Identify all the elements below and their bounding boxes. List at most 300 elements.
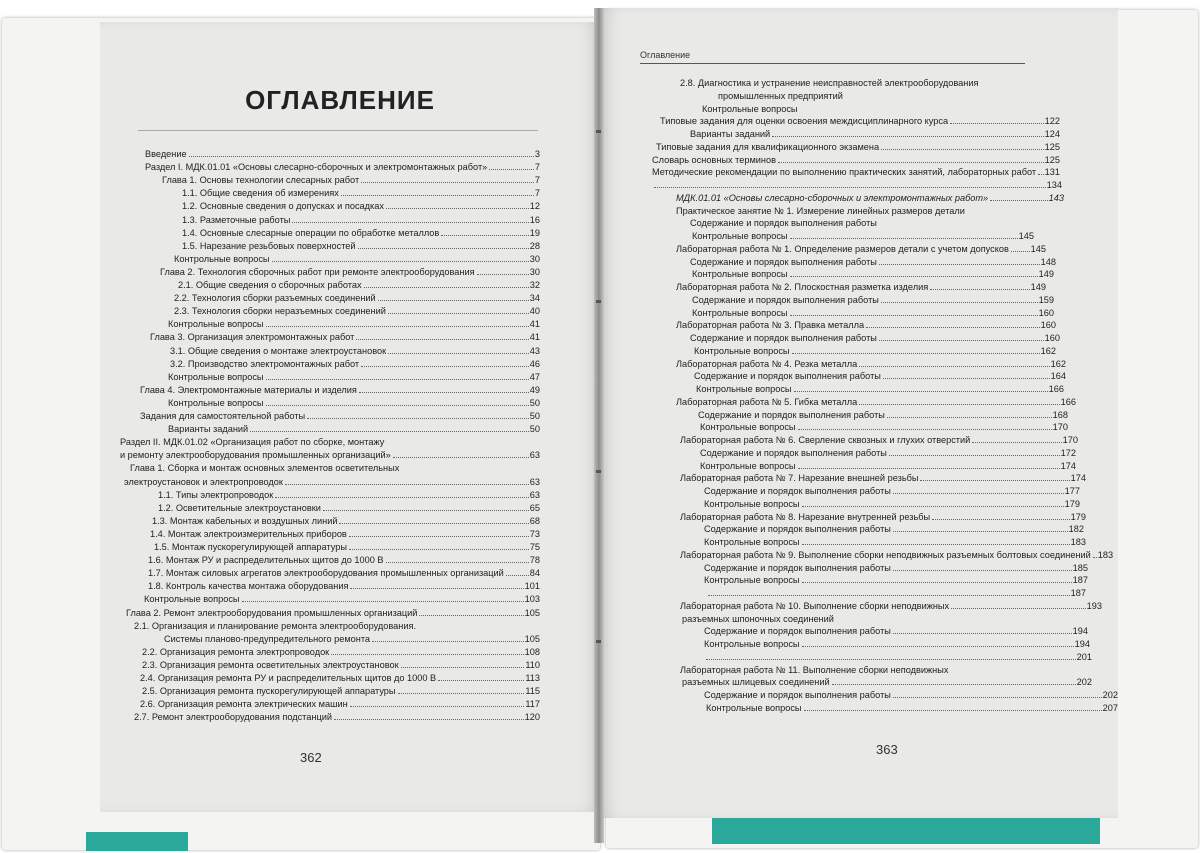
toc-entry-page-number: 166 <box>1048 384 1064 394</box>
left-toc-entry <box>142 685 540 697</box>
toc-entry-title: Контрольные вопросы <box>692 231 788 241</box>
dot-leader <box>419 615 523 616</box>
toc-entry-page-number: 125 <box>1044 154 1060 165</box>
toc-entry-title: Контрольные вопросы <box>700 460 796 471</box>
dot-leader <box>388 353 529 354</box>
dot-leader <box>893 697 1102 698</box>
toc-entry-page-number: 193 <box>1086 600 1102 611</box>
toc-entry-page-number: 187 <box>1072 575 1088 586</box>
toc-entry-title: 1.8. Контроль качества монтажа оборудования <box>148 581 349 592</box>
right-toc-entry <box>690 217 1036 229</box>
left-toc-entry <box>148 554 540 566</box>
dot-leader <box>307 418 529 419</box>
right-toc-entry <box>676 192 1064 204</box>
toc-entry-page-number: 194 <box>1074 639 1090 649</box>
toc-entry-title: 1.1. Общие сведения об измерениях <box>182 188 339 199</box>
toc-entry-page-number: 7 <box>534 162 540 173</box>
toc-entry-title: 1.6. Монтаж РУ и распределительных щитов до 1000 В <box>148 555 384 566</box>
toc-entry-page-number: 160 <box>1038 307 1054 318</box>
dot-leader <box>802 582 1072 583</box>
toc-entry-title: 1.7. Монтаж силовых агрегатов электрооборудования промышленных организаций <box>148 568 504 579</box>
right-toc-entry <box>702 103 952 115</box>
toc-entry-page-number: 105 <box>524 607 540 618</box>
running-head: Оглавление <box>640 50 691 60</box>
toc-entry-page-number: 143 <box>1048 192 1064 203</box>
dot-leader <box>1093 557 1097 558</box>
toc-entry-title: Лабораторная работа № 3. Правка металла <box>676 320 865 331</box>
toc-entry-page-number: 3 <box>534 149 540 159</box>
toc-entry-page-number: 113 <box>525 673 540 683</box>
toc-entry-page-number: 160 <box>1040 320 1056 331</box>
toc-entry-page-number: 75 <box>529 542 540 552</box>
toc-entry-page-number: 187 <box>1070 588 1086 598</box>
dot-leader <box>349 549 529 550</box>
right-toc-entry <box>692 230 1034 242</box>
toc-entry-page-number: 28 <box>529 240 540 251</box>
left-toc-entry <box>120 436 540 448</box>
toc-entry-title: 3.1. Общие сведения о монтаже электроустановок <box>170 345 387 356</box>
dot-leader <box>266 379 529 380</box>
toc-entry-title: Контрольные вопросы <box>168 371 264 382</box>
toc-entry-page-number: 105 <box>524 633 540 644</box>
toc-entry-page-number: 41 <box>529 319 540 330</box>
toc-entry-page-number: 101 <box>524 581 540 592</box>
toc-entry-title: 1.3. Разметочные работы <box>182 214 291 225</box>
right-toc-entry <box>704 523 1084 535</box>
toc-entry-page-number: 131 <box>1044 167 1060 178</box>
dot-leader <box>790 315 1038 316</box>
right-toc-entry <box>676 281 1046 293</box>
toc-entry-page-number: 201 <box>1076 651 1092 662</box>
dot-leader <box>388 313 529 314</box>
dot-leader <box>930 289 1029 290</box>
toc-entry-title: Контрольные вопросы <box>174 253 270 264</box>
left-toc-entry <box>142 659 540 671</box>
toc-entry-page-number: 174 <box>1060 460 1076 471</box>
left-toc-entry <box>140 672 540 684</box>
dot-leader <box>477 274 529 275</box>
left-toc-entry <box>182 240 540 252</box>
toc-entry-page-number: 65 <box>529 502 540 513</box>
dot-leader <box>794 391 1048 392</box>
toc-entry-page-number: 162 <box>1040 345 1056 356</box>
dot-leader <box>506 575 529 576</box>
toc-entry-page-number: 148 <box>1040 256 1056 267</box>
toc-entry-title: электроустановок и электропроводок <box>124 476 283 487</box>
right-toc-entry <box>680 511 1086 523</box>
toc-entry-page-number: 16 <box>529 214 540 225</box>
dot-leader <box>920 480 1069 481</box>
dot-leader <box>356 339 528 340</box>
left-toc-entry <box>182 227 540 239</box>
toc-entry-title: Содержание и порядок выполнения работы <box>704 562 891 573</box>
right-toc-entry <box>692 294 1054 306</box>
left-toc-entry <box>148 567 540 579</box>
toc-entry-page-number: 103 <box>524 594 540 605</box>
dot-leader <box>802 544 1070 545</box>
right-toc-entry <box>704 651 1092 663</box>
dot-leader <box>386 208 529 209</box>
dot-leader <box>361 366 529 367</box>
right-toc-entry <box>690 128 1060 140</box>
toc-entry-page-number: 43 <box>529 345 540 356</box>
left-toc-entry <box>160 266 540 278</box>
toc-entry-page-number: 7 <box>534 188 540 199</box>
left-toc-entry <box>126 607 540 619</box>
right-toc-entry <box>704 638 1090 650</box>
right-toc-entry <box>706 702 1118 714</box>
toc-entry-page-number: 159 <box>1038 294 1054 305</box>
toc-entry-title: Типовые задания для квалификационного экзамена <box>656 141 880 152</box>
toc-entry-title: Контрольные вопросы <box>700 422 796 433</box>
dot-leader <box>972 442 1061 443</box>
toc-entry-title: 2.3. Технология сборки неразъемных соединений <box>174 306 386 317</box>
dot-leader <box>398 693 525 694</box>
dot-leader <box>790 238 1018 239</box>
toc-entry-title: Раздел II. МДК.01.02 «Организация работ по сборке, монтажу <box>120 437 385 448</box>
toc-entry-title: Содержание и порядок выполнения работы <box>690 333 877 343</box>
right-cover-teal-stripe <box>712 818 1100 844</box>
right-toc-entry <box>718 90 948 102</box>
toc-entry-title: Лабораторная работа № 10. Выполнение сборки неподвижных <box>680 600 950 611</box>
dot-leader <box>386 562 529 563</box>
dot-leader <box>334 719 524 720</box>
dot-leader <box>708 595 1070 596</box>
right-toc-entry <box>676 205 1036 217</box>
toc-entry-title: Лабораторная работа № 7. Нарезание внешней резьбы <box>680 473 919 484</box>
toc-entry-title: Глава 3. Организация электромонтажных работ <box>150 332 355 343</box>
toc-entry-page-number: 50 <box>529 397 540 408</box>
left-toc-entry <box>134 620 540 632</box>
left-page-number: 362 <box>300 750 322 765</box>
dot-leader <box>349 536 529 537</box>
dot-leader <box>266 326 529 327</box>
dot-leader <box>378 300 529 301</box>
toc-entry-title: Содержание и порядок выполнения работы <box>704 626 891 637</box>
toc-entry-page-number: 12 <box>529 201 540 212</box>
dot-leader <box>893 570 1072 571</box>
right-toc-entry <box>652 166 1060 178</box>
left-toc-entry <box>150 528 540 540</box>
toc-entry-page-number: 182 <box>1068 524 1084 535</box>
toc-entry-title: 1.5. Нарезание резьбовых поверхностей <box>182 240 356 251</box>
toc-entry-page-number: 160 <box>1044 333 1060 343</box>
dot-leader <box>879 264 1040 265</box>
right-toc-entry <box>700 460 1076 472</box>
toc-entry-title: 2.3. Организация ремонта осветительных электроустановок <box>142 659 399 670</box>
toc-entry-title: Контрольные вопросы <box>704 498 800 509</box>
toc-entry-page-number: 170 <box>1062 435 1078 445</box>
toc-entry-page-number: 19 <box>529 227 540 238</box>
right-toc-entry <box>704 574 1088 586</box>
left-toc-entry <box>174 305 540 317</box>
toc-entry-title: промышленных предприятий <box>718 90 843 101</box>
toc-entry-title: Контрольные вопросы <box>704 575 800 586</box>
toc-entry-title: Содержание и порядок выполнения работы <box>694 371 881 382</box>
toc-entry-title: Раздел I. МДК.01.01 «Основы слесарно-сборочных и электромонтажных работ» <box>145 162 488 173</box>
toc-entry-page-number: 149 <box>1030 282 1046 292</box>
left-toc-entry <box>170 345 540 357</box>
toc-entry-page-number: 183 <box>1070 537 1086 547</box>
toc-entry-page-number: 120 <box>524 712 540 723</box>
toc-entry-title: Контрольные вопросы <box>696 384 792 394</box>
toc-entry-title: Глава 2. Ремонт электрооборудования промышленных организаций <box>126 607 418 618</box>
toc-entry-title: Контрольные вопросы <box>694 345 790 356</box>
toc-entry-title: Лабораторная работа № 4. Резка металла <box>676 358 858 369</box>
right-toc-entry <box>680 664 1100 676</box>
left-toc-entry <box>162 174 540 186</box>
right-toc-entry <box>704 562 1088 574</box>
toc-entry-page-number: 145 <box>1030 243 1046 254</box>
binding-stitch <box>596 470 601 473</box>
toc-entry-title: Лабораторная работа № 6. Сверление сквозных и глухих отверстий <box>680 435 971 445</box>
dot-leader <box>990 200 1048 201</box>
left-toc-entry <box>158 489 540 501</box>
toc-entry-title: разъемных шпоночных соединений <box>682 613 834 624</box>
left-toc-entry <box>168 371 540 383</box>
toc-entry-page-number: 177 <box>1064 486 1080 496</box>
dot-leader <box>887 417 1052 418</box>
right-toc-entry <box>676 243 1046 255</box>
toc-entry-page-number: 63 <box>529 450 540 461</box>
toc-entry-page-number: 30 <box>529 253 540 264</box>
dot-leader <box>772 136 1043 137</box>
dot-leader <box>364 287 529 288</box>
toc-entry-title: Типовые задания для оценки освоения междисциплинарного курса <box>660 116 949 127</box>
right-toc-entry <box>704 498 1080 510</box>
left-toc-entry <box>140 384 540 396</box>
left-toc-entry <box>152 515 540 527</box>
right-toc-entry <box>652 179 1062 191</box>
dot-leader <box>341 195 534 196</box>
right-toc-entry <box>706 587 1086 599</box>
right-toc-entry <box>692 307 1054 319</box>
toc-entry-page-number: 164 <box>1050 371 1066 382</box>
left-toc-entry <box>168 423 540 435</box>
toc-entry-title: Задания для самостоятельной работы <box>140 411 306 421</box>
toc-entry-title: Содержание и порядок выполнения работы <box>700 447 887 458</box>
right-toc-entry <box>692 268 1054 280</box>
toc-entry-page-number: 7 <box>534 175 540 186</box>
toc-entry-title: Глава 1. Сборка и монтаж основных элементов осветительных <box>130 463 400 474</box>
dot-leader <box>859 366 1049 367</box>
right-toc-entry <box>676 319 1056 331</box>
right-toc-entry <box>690 332 1060 344</box>
right-toc-entry <box>698 409 1068 421</box>
toc-entry-page-number: 47 <box>529 371 540 382</box>
toc-entry-page-number: 108 <box>524 646 540 657</box>
right-toc-entry <box>690 256 1056 268</box>
left-toc-entry <box>182 214 540 226</box>
toc-entry-title: Глава 1. Основы технологии слесарных работ <box>162 175 360 186</box>
dot-leader <box>654 187 1046 188</box>
toc-entry-title: 1.4. Монтаж электроизмерительных приборов <box>150 528 347 539</box>
dot-leader <box>778 162 1044 163</box>
left-toc-entry <box>168 397 540 409</box>
right-toc-entry <box>704 485 1080 497</box>
left-toc-entry <box>140 698 540 710</box>
left-toc-entry <box>182 200 540 212</box>
dot-leader <box>802 646 1074 647</box>
toc-entry-title: Контрольные вопросы <box>706 702 802 713</box>
left-toc-entry <box>134 711 540 723</box>
dot-leader <box>804 710 1102 711</box>
toc-entry-page-number: 170 <box>1052 422 1068 433</box>
left-toc-entry <box>120 449 540 461</box>
toc-entry-page-number: 183 <box>1097 549 1114 560</box>
toc-entry-title: Словарь основных терминов <box>652 154 776 165</box>
right-toc-entry <box>680 434 1078 446</box>
toc-entry-page-number: 185 <box>1072 562 1088 573</box>
left-toc-entry <box>174 292 540 304</box>
toc-entry-page-number: 63 <box>529 489 540 500</box>
left-toc-entry <box>158 502 540 514</box>
toc-entry-page-number: 41 <box>529 332 540 343</box>
dot-leader <box>881 149 1044 150</box>
toc-entry-title: 1.2. Основные сведения о допусках и посадках <box>182 201 384 212</box>
left-toc-entry <box>130 462 540 474</box>
left-toc-entry <box>178 279 540 291</box>
right-toc-entry <box>694 345 1056 357</box>
dot-leader <box>358 248 529 249</box>
right-toc-entry <box>704 625 1088 637</box>
dot-leader <box>951 608 1086 609</box>
left-toc-entry <box>174 253 540 265</box>
dot-leader <box>350 706 525 707</box>
dot-leader <box>792 353 1040 354</box>
toc-entry-title: 2.5. Организация ремонта пускорегулирующей аппаратуры <box>142 686 396 697</box>
toc-entry-title: Лабораторная работа № 8. Нарезание внутренней резьбы <box>680 511 931 522</box>
dot-leader <box>189 156 534 157</box>
running-head-rule <box>640 63 1025 64</box>
toc-entry-title: Системы планово-предупредительного ремонта <box>164 633 371 644</box>
dot-leader <box>275 497 529 498</box>
toc-entry-page-number: 179 <box>1070 511 1086 522</box>
title-divider <box>138 130 538 131</box>
right-toc-entry <box>652 154 1060 166</box>
dot-leader <box>859 404 1059 405</box>
toc-entry-page-number: 166 <box>1060 396 1076 407</box>
right-toc-entry <box>680 77 1025 89</box>
dot-leader <box>285 484 529 485</box>
dot-leader <box>372 641 524 642</box>
toc-entry-title: Лабораторная работа № 5. Гибка металла <box>676 396 858 407</box>
toc-entry-page-number: 125 <box>1044 141 1060 152</box>
toc-entry-page-number: 174 <box>1070 473 1086 484</box>
dot-leader <box>272 261 529 262</box>
right-toc-entry <box>704 689 1118 701</box>
left-toc-entry <box>150 331 540 343</box>
toc-entry-title: 2.8. Диагностика и устранение неисправностей электрооборудования <box>680 78 979 88</box>
toc-entry-page-number: 68 <box>529 515 540 526</box>
toc-entry-page-number: 63 <box>529 476 540 487</box>
left-toc-entry <box>145 148 540 160</box>
toc-entry-title: 2.6. Организация ремонта электрических машин <box>140 699 348 710</box>
dot-leader <box>866 327 1040 328</box>
dot-leader <box>441 235 528 236</box>
dot-leader <box>292 222 528 223</box>
left-cover-teal-stripe <box>86 832 188 851</box>
toc-entry-page-number: 202 <box>1076 677 1092 688</box>
right-toc-entry <box>656 141 1060 153</box>
right-toc-entry <box>700 447 1076 459</box>
toc-entry-page-number: 162 <box>1050 358 1066 369</box>
book-spine <box>594 8 604 843</box>
dot-leader <box>790 276 1038 277</box>
dot-leader <box>339 523 528 524</box>
toc-entry-title: разъемных шлицевых соединений <box>682 677 830 688</box>
toc-entry-page-number: 84 <box>529 568 540 579</box>
toc-entry-page-number: 30 <box>529 266 540 277</box>
toc-entry-page-number: 50 <box>529 424 540 435</box>
dot-leader <box>950 123 1044 124</box>
toc-entry-title: Содержание и порядок выполнения работы <box>704 486 891 496</box>
toc-entry-title: Содержание и порядок выполнения работы <box>698 409 885 420</box>
toc-entry-page-number: 124 <box>1044 129 1060 139</box>
toc-entry-title: 2.7. Ремонт электрооборудования подстанций <box>134 712 332 723</box>
right-toc-entry <box>680 472 1086 484</box>
toc-entry-title: Лабораторная работа № 1. Определение размеров детали с учетом допусков <box>676 243 1009 254</box>
toc-entry-title: Контрольные вопросы <box>702 103 798 114</box>
toc-entry-title: Контрольные вопросы <box>168 397 264 408</box>
binding-stitch <box>596 300 601 303</box>
toc-entry-title: 2.4. Организация ремонта РУ и распределительных щитов до 1000 В <box>140 673 437 683</box>
toc-entry-page-number: 168 <box>1052 409 1068 420</box>
toc-entry-page-number: 115 <box>525 686 540 697</box>
dot-leader <box>393 457 529 458</box>
toc-entry-title: Содержание и порядок выполнения работы <box>690 218 877 229</box>
toc-entry-title: 1.2. Осветительные электроустановки <box>158 502 321 513</box>
dot-leader <box>1011 251 1030 252</box>
dot-leader <box>250 431 529 432</box>
dot-leader <box>802 506 1064 507</box>
binding-stitch <box>596 640 601 643</box>
left-toc-entry <box>144 593 540 605</box>
binding-stitch <box>596 130 601 133</box>
toc-entry-page-number: 134 <box>1046 180 1062 190</box>
toc-entry-title: Содержание и порядок выполнения работы <box>690 256 877 267</box>
toc-entry-title: Содержание и порядок выполнения работы <box>704 524 891 535</box>
toc-entry-page-number: 34 <box>529 293 540 304</box>
toc-entry-title: 2.1. Организация и планирование ремонта электрооборудования. <box>134 620 417 631</box>
toc-entry-title: и ремонту электрооборудования промышленных организаций» <box>120 450 391 461</box>
toc-entry-title: 1.5. Монтаж пускорегулирующей аппаратуры <box>154 542 347 552</box>
right-toc-entry <box>680 600 1102 612</box>
toc-entry-page-number: 207 <box>1102 702 1118 713</box>
toc-entry-page-number: 78 <box>529 555 540 566</box>
dot-leader <box>350 588 523 589</box>
dot-leader <box>438 680 524 681</box>
left-toc-entry <box>164 633 540 645</box>
toc-entry-page-number: 122 <box>1044 116 1060 127</box>
toc-entry-page-number: 179 <box>1064 498 1080 509</box>
right-toc-entry <box>682 613 1002 625</box>
toc-entry-title: Контрольные вопросы <box>144 594 240 605</box>
toc-entry-page-number: 40 <box>529 306 540 317</box>
right-toc-entry <box>660 115 1060 127</box>
dot-leader <box>242 601 524 602</box>
left-toc-entry <box>140 410 540 422</box>
right-toc-entry <box>704 536 1086 548</box>
dot-leader <box>889 455 1060 456</box>
toc-entry-title: 1.4. Основные слесарные операции по обработке металлов <box>182 227 440 238</box>
dot-leader <box>361 182 534 183</box>
dot-leader <box>881 302 1038 303</box>
toc-entry-title: Введение <box>145 149 187 159</box>
dot-leader <box>266 405 529 406</box>
toc-entry-title: 1.1. Типы электропроводок <box>158 489 274 500</box>
toc-entry-title: Содержание и порядок выполнения работы <box>692 294 879 305</box>
